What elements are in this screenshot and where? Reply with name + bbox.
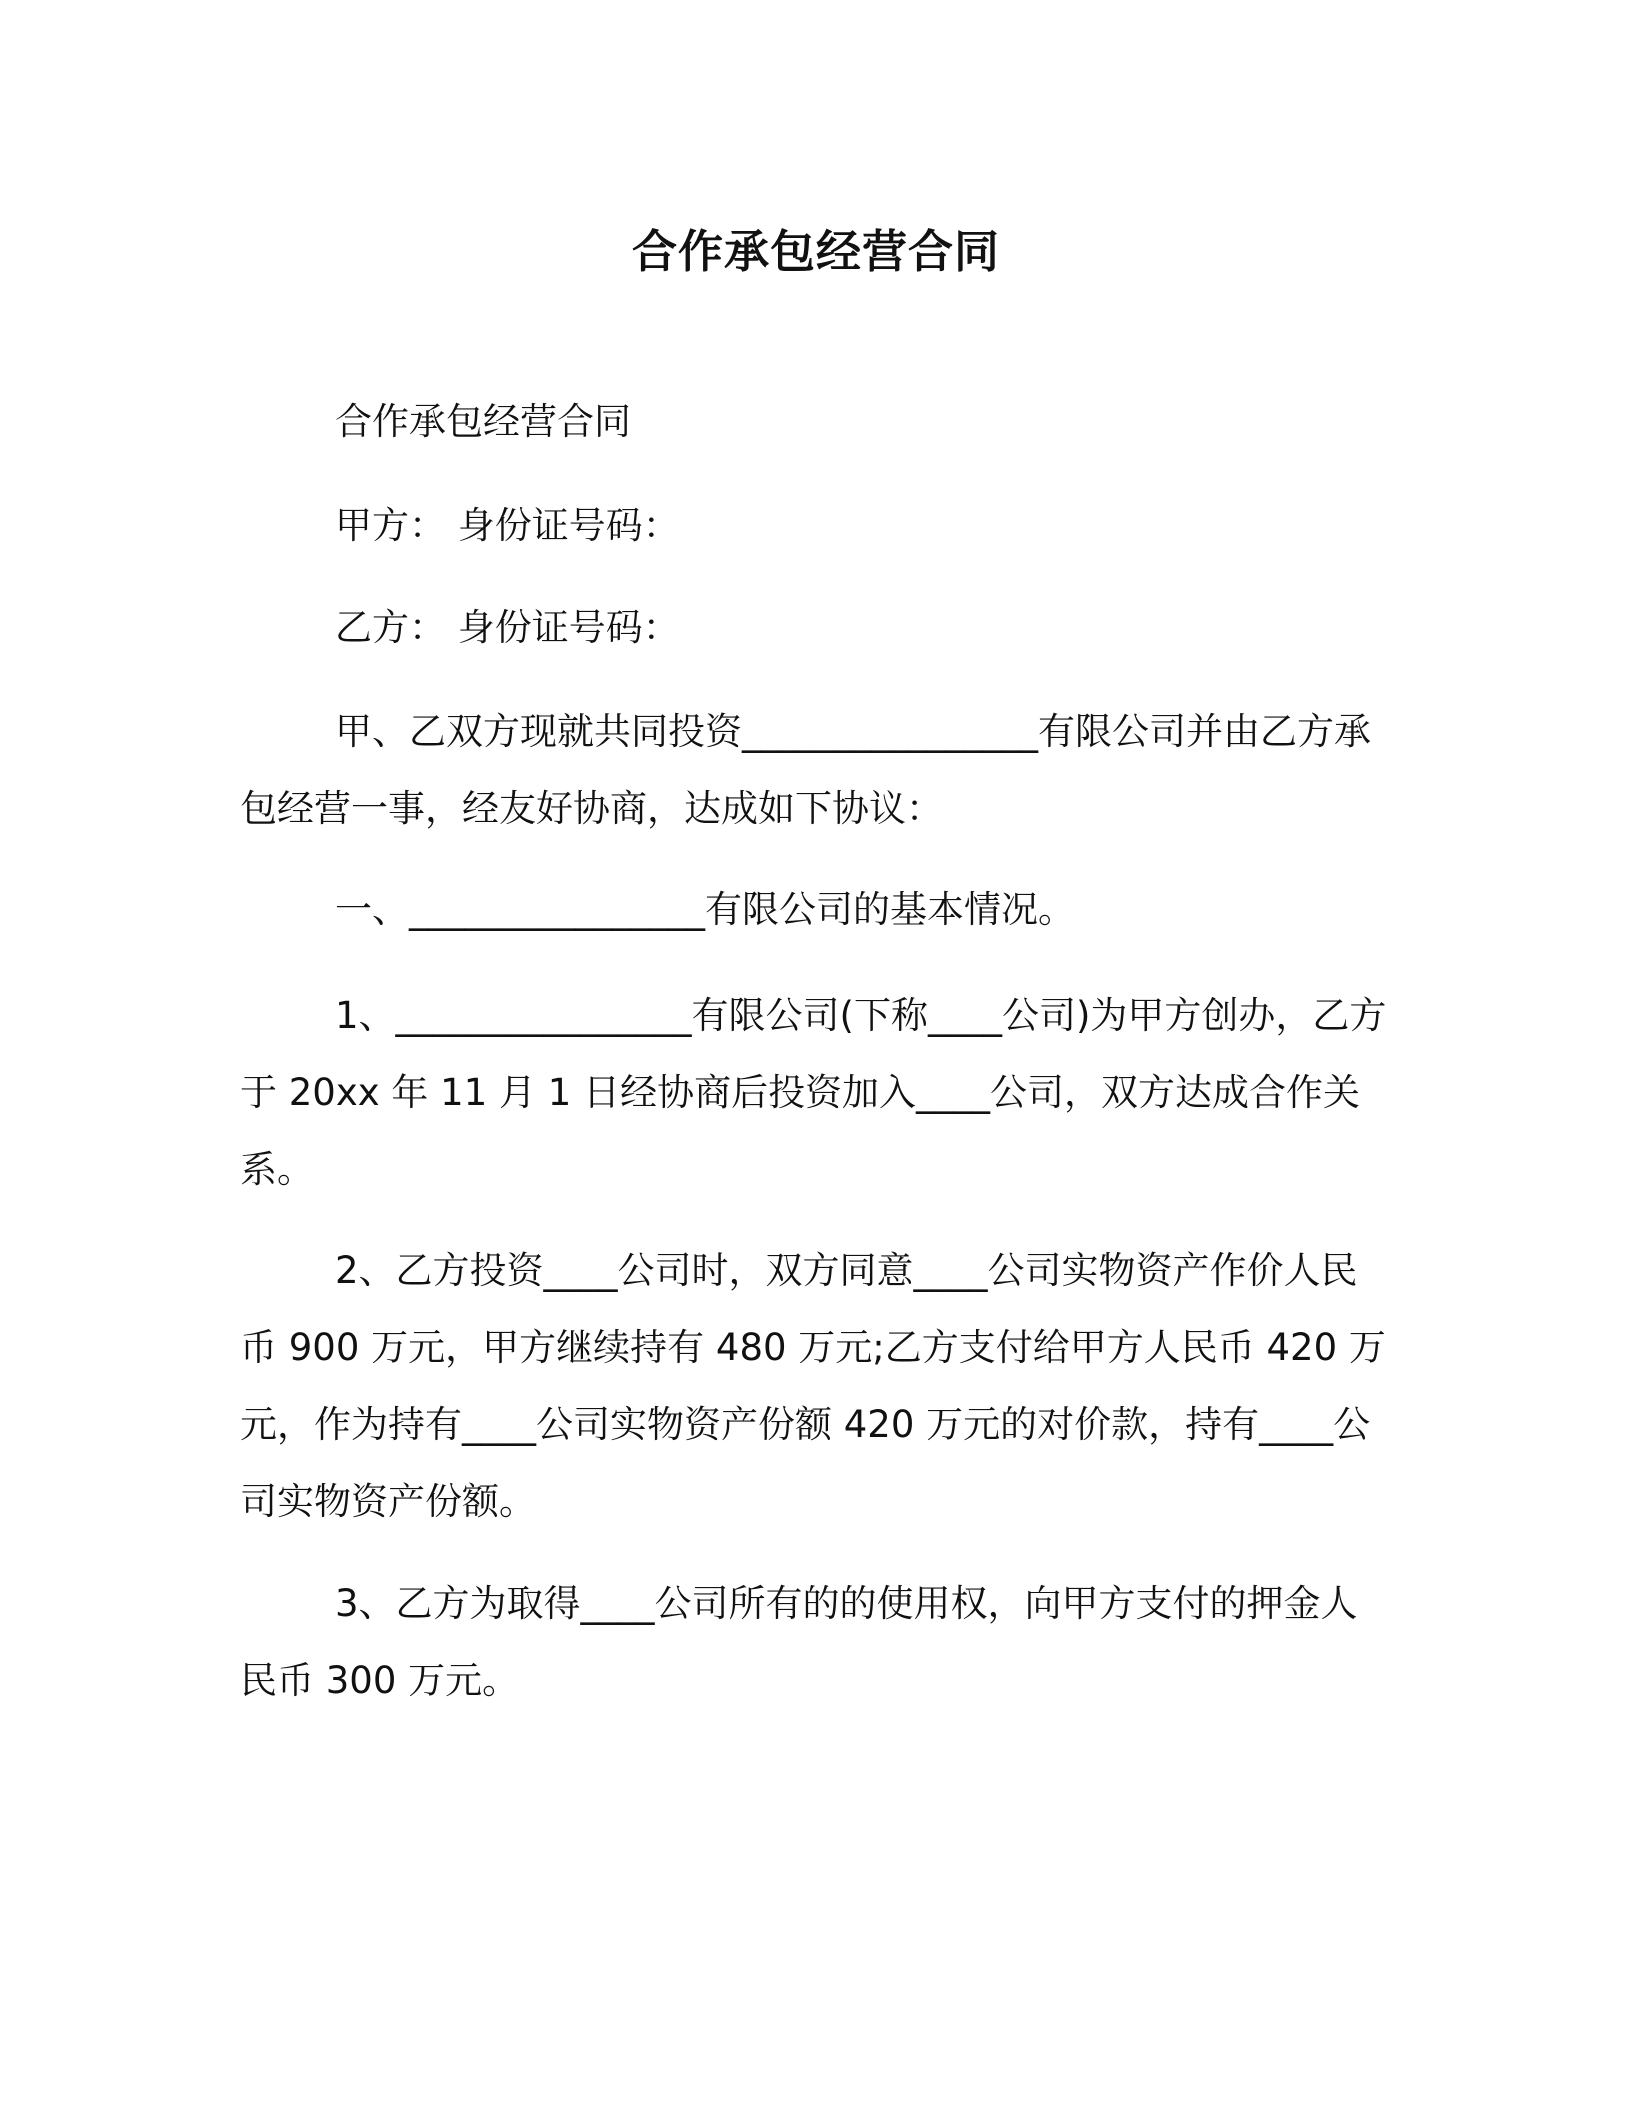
document-subtitle: 合作承包经营合同 (335, 400, 631, 443)
section-1-heading: 一、________________有限公司的基本情况。 (335, 888, 1075, 931)
clause-3-paragraph: 3、乙方为取得____公司所有的的使用权，向甲方支付的押金人民币 300 万元。 (240, 1582, 1358, 1702)
clause-1-paragraph: 1、________________有限公司(下称____公司)为甲方创办，乙方于 20xx 年 11 月 1 日经协商后投资加入____公司，双方达成合作关系。 (240, 994, 1387, 1191)
document-title: 合作承包经营合同 (631, 225, 1000, 278)
party-b-line: 乙方： 身份证号码： (335, 606, 680, 649)
intro-paragraph: 甲、乙双方现就共同投资________________有限公司并由乙方承包经营一事，经友好协商，达成如下协议： (240, 710, 1371, 830)
clause-2-paragraph: 2、乙方投资____公司时，双方同意____公司实物资产作价人民币 900 万元，甲方继续持有 480 万元;乙方支付给甲方人民币 420 万元，作为持有____公司实物资产份额 420 万元的对价款，持有____公司实物资产份额。 (240, 1249, 1386, 1523)
party-a-line: 甲方： 身份证号码： (335, 504, 680, 547)
